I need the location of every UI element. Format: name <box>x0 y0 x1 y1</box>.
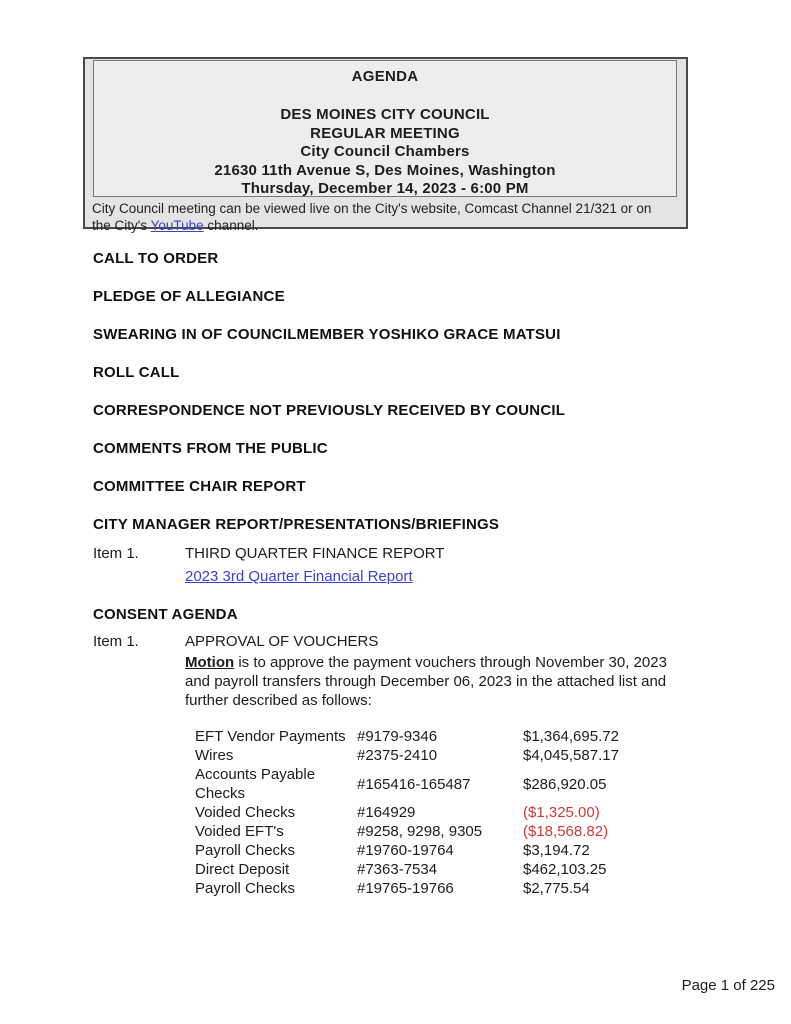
motion-paragraph <box>185 653 690 710</box>
header-inner-box <box>93 60 677 197</box>
voucher-numbers: #19765-19766 <box>357 880 454 897</box>
voucher-label: Payroll Checks <box>195 842 296 859</box>
voucher-label: EFT Vendor Payments <box>195 728 346 745</box>
finance-report-item <box>93 546 713 561</box>
voucher-amount: $2,775.54 <box>523 880 590 897</box>
voucher-row <box>195 765 713 803</box>
header-line-meeting: REGULAR MEETING <box>310 124 460 142</box>
voucher-numbers: #9179-9346 <box>357 728 438 745</box>
section-heading-swearing-in: SWEARING IN OF COUNCILMEMBER YOSHIKO GRACE MATSUI <box>93 326 561 343</box>
voucher-label: Payroll Checks <box>195 880 296 897</box>
section-heading-pledge: PLEDGE OF ALLEGIANCE <box>93 288 285 305</box>
section-heading-roll-call: ROLL CALL <box>93 364 180 381</box>
viewing-note <box>85 197 677 234</box>
finance-report-link[interactable]: 2023 3rd Quarter Financial Report <box>185 568 413 585</box>
voucher-label: Accounts Payable Checks <box>195 766 316 802</box>
header-line-location: City Council Chambers <box>300 143 470 160</box>
voucher-amount: $462,103.25 <box>523 861 607 878</box>
item-label: Item 1. <box>93 545 139 562</box>
header-line-address: 21630 11th Avenue S, Des Moines, Washington <box>214 161 556 179</box>
motion-word: Motion <box>185 654 235 671</box>
item-label: Item 1. <box>93 633 139 650</box>
voucher-table <box>195 727 713 898</box>
section-heading-consent-agenda: CONSENT AGENDA <box>93 606 238 623</box>
voucher-amount: $286,920.05 <box>523 775 607 793</box>
voucher-row <box>195 727 713 746</box>
section-heading-correspondence: CORRESPONDENCE NOT PREVIOUSLY RECEIVED BY COUNCIL <box>93 402 566 419</box>
header-box <box>83 57 688 233</box>
agenda-title: AGENDA <box>351 68 419 85</box>
item-title: THIRD QUARTER FINANCE REPORT <box>185 545 445 562</box>
header-line-org: DES MOINES CITY COUNCIL <box>280 106 490 123</box>
voucher-label: Voided Checks <box>195 804 296 821</box>
agenda-body <box>93 251 713 898</box>
voucher-row <box>195 879 713 898</box>
youtube-link[interactable]: YouTube <box>150 217 204 233</box>
voucher-row <box>195 746 713 765</box>
voucher-label: Wires <box>195 747 234 764</box>
voucher-amount: $4,045,587.17 <box>523 747 619 764</box>
finance-report-link-row <box>185 569 713 584</box>
viewing-note-suffix: channel. <box>203 217 259 233</box>
header-line-datetime: Thursday, December 14, 2023 - 6:00 PM <box>241 180 529 197</box>
voucher-row <box>195 803 713 822</box>
voucher-amount: ($18,568.82) <box>523 823 609 840</box>
section-heading-call-to-order: CALL TO ORDER <box>93 250 219 267</box>
section-heading-committee-chair: COMMITTEE CHAIR REPORT <box>93 478 306 495</box>
voucher-numbers: #19760-19764 <box>357 842 454 859</box>
motion-text: is to approve the payment vouchers through November 30, 2023 and payroll transfers through December 06, 2023 in the attached list and further described as follows: <box>185 654 667 709</box>
voucher-row <box>195 822 713 841</box>
section-heading-public-comments: COMMENTS FROM THE PUBLIC <box>93 440 328 457</box>
item-title: APPROVAL OF VOUCHERS <box>185 633 379 650</box>
voucher-row <box>195 841 713 860</box>
voucher-label: Voided EFT's <box>195 823 284 840</box>
voucher-row <box>195 860 713 879</box>
viewing-note-prefix: City Council meeting can be viewed live on the City's website, Comcast Channel 21/321 or on the City's <box>92 201 652 233</box>
voucher-numbers: #165416-165487 <box>357 775 471 793</box>
voucher-amount: ($1,325.00) <box>523 804 600 821</box>
page-number: Page 1 of 225 <box>681 977 775 994</box>
voucher-numbers: #9258, 9298, 9305 <box>357 823 483 840</box>
vouchers-item <box>93 634 713 649</box>
voucher-numbers: #164929 <box>357 804 416 821</box>
voucher-amount: $3,194.72 <box>523 842 590 859</box>
voucher-label: Direct Deposit <box>195 861 290 878</box>
voucher-amount: $1,364,695.72 <box>523 728 619 745</box>
section-heading-city-manager: CITY MANAGER REPORT/PRESENTATIONS/BRIEFINGS <box>93 516 500 533</box>
voucher-numbers: #7363-7534 <box>357 861 438 878</box>
voucher-numbers: #2375-2410 <box>357 747 438 764</box>
